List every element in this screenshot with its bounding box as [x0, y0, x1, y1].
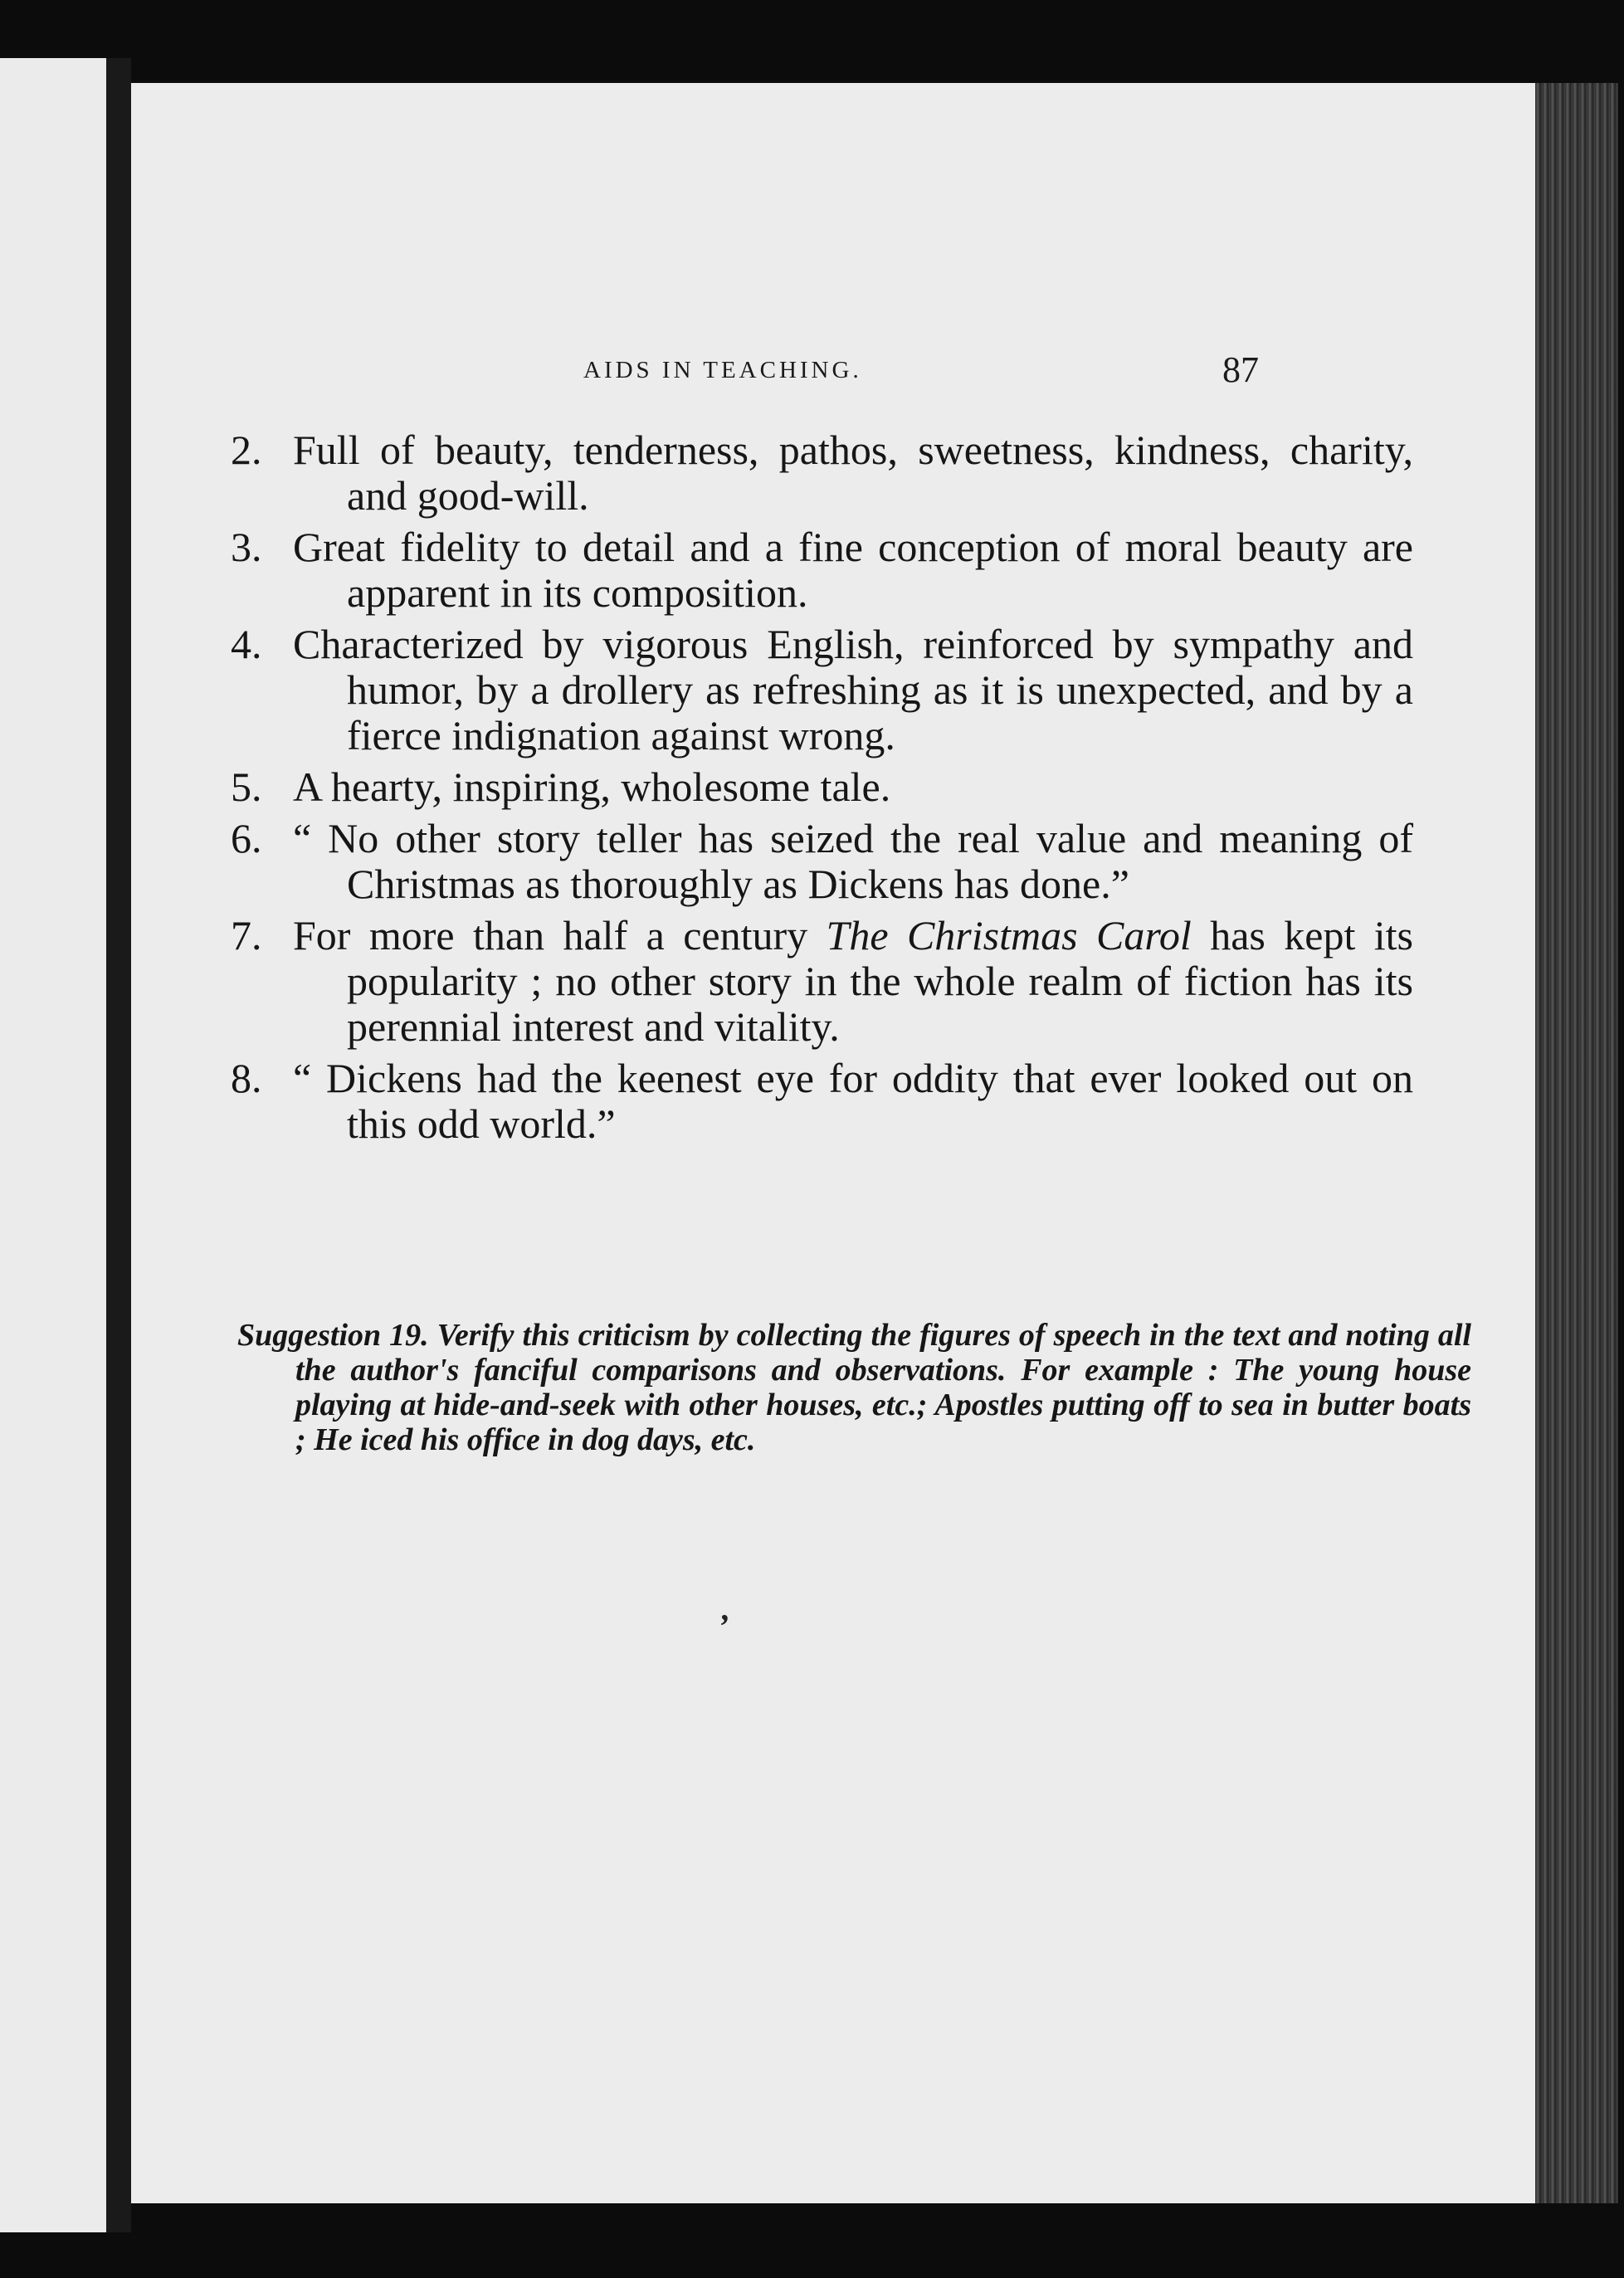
item-text: [293, 913, 1413, 1050]
item-text-before: For more than half a century: [293, 912, 827, 959]
list-item: [231, 816, 1413, 907]
item-number: 5.: [231, 763, 262, 810]
list-item: [231, 524, 1413, 616]
page-edge-right: [1535, 83, 1618, 2203]
running-head: AIDS IN TEACHING.: [583, 357, 862, 383]
book-page: [131, 83, 1563, 2203]
item-text: A hearty, inspiring, wholesome tale.: [293, 763, 891, 810]
criticism-list: [231, 427, 1413, 1153]
list-item: [231, 1056, 1413, 1147]
item-number: 3.: [231, 524, 262, 570]
book-title: The Christmas Carol: [826, 912, 1192, 959]
list-item: [231, 764, 1413, 810]
item-text: Full of beauty, tenderness, pathos, sweetness, kindness, charity, and good-will.: [293, 427, 1413, 519]
page-header: [131, 349, 1563, 398]
item-number: 4.: [231, 621, 262, 667]
item-number: 7.: [231, 912, 262, 959]
book-gutter: [106, 58, 131, 2232]
suggestion-note: Suggestion 19. Verify this criticism by collecting the figures of speech in the text and noting all the author's fanciful comparisons and observations. For example : The young house playing at hide-and-seek with other houses, etc.; Apostles putting off to sea in butter boats ; He iced his office in dog days, etc.: [237, 1318, 1471, 1457]
facing-page-edge: [0, 58, 106, 2232]
list-item: [231, 913, 1413, 1050]
item-text: “ No other story teller has seized the real value and meaning of Christmas as thoroughly as Dickens has done.”: [293, 815, 1413, 907]
list-item: [231, 427, 1413, 519]
item-text: Great fidelity to detail and a fine conception of moral beauty are apparent in its composition.: [293, 524, 1413, 616]
item-text: Characterized by vigorous English, reinforced by sympathy and humor, by a drollery as refreshing as it is unexpected, and by a fierce indignation against wrong.: [293, 621, 1413, 759]
item-number: 8.: [231, 1055, 262, 1101]
ink-mark: ,: [722, 1590, 730, 1627]
page-number: 87: [1222, 349, 1259, 390]
item-text-after: has kept its popularity ; no other story in the whole realm of fiction has its perennial interest and vitality.: [347, 912, 1413, 1050]
item-number: 6.: [231, 815, 262, 861]
item-number: 2.: [231, 427, 262, 473]
item-text: “ Dickens had the keenest eye for oddity that ever looked out on this odd world.”: [293, 1055, 1413, 1147]
list-item: [231, 622, 1413, 759]
